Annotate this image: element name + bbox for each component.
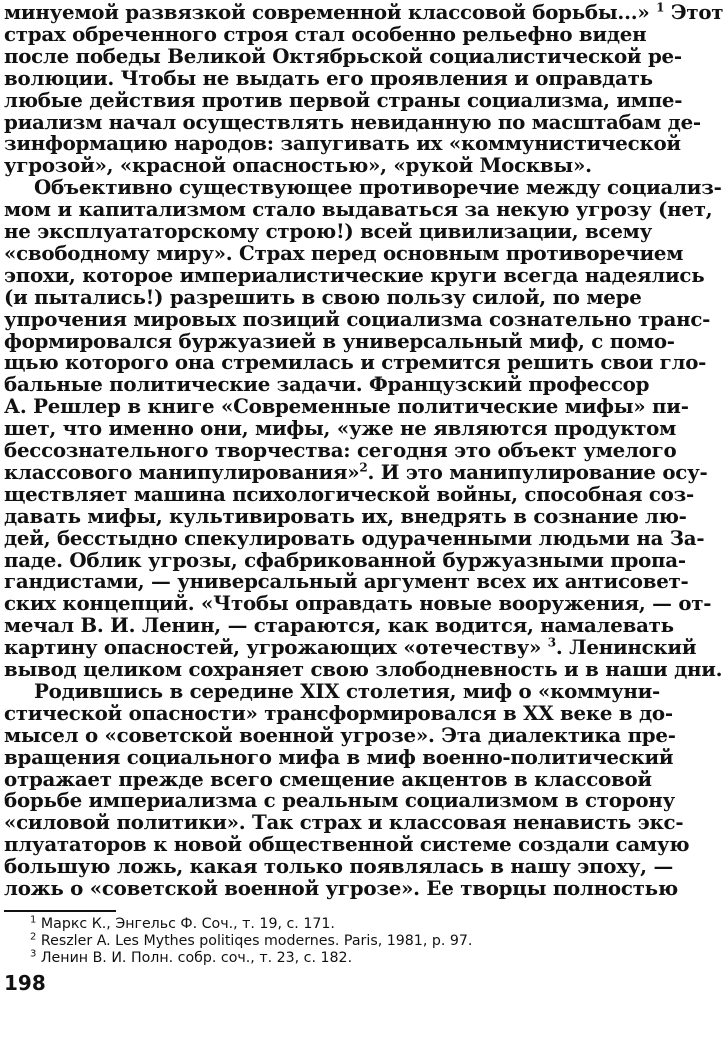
footnote-ref: 1 [656, 0, 665, 15]
text-line: стической опасности» трансформировался в XX веке в до- [4, 700, 673, 725]
text-line: ских концепций. «Чтобы оправдать новые вооружения, — от- [4, 591, 712, 616]
text-line: гандистами, — универсальный аргумент всех их антисовет- [4, 569, 689, 594]
text-line: большую ложь, какая только появлялась в нашу эпоху, — [4, 854, 673, 879]
text-line: бальные политические задачи. Французский профессор [4, 372, 650, 397]
text-line: дей, бесстыдно спекулировать одураченными людьми на За- [4, 525, 705, 550]
text-line: угрозой», «красной опасностью», «рукой Москвы». [4, 153, 592, 178]
text-line: упрочения мировых позиций социализма сознательно транс- [4, 306, 711, 331]
text-line: А. Решлер в книге «Современные политические мифы» пи- [4, 394, 689, 419]
text-line: вращения социального мифа в миф военно-политический [4, 744, 674, 769]
page-number: 198 [4, 970, 46, 995]
text-line: минуемой развязкой современной классовой борьбы...» $^1$ Этот [4, 0, 723, 24]
text-line: мечал В. И. Ленин, — стараются, как водится, намалевать [4, 613, 674, 638]
text-line: ществляет машина психологической войны, способная соз- [4, 481, 694, 506]
text-line: мысел о «советской военной угрозе». Эта диалектика пре- [4, 722, 676, 747]
text-line: любые действия против первой страны социализма, импе- [4, 87, 683, 112]
text-line: мом и капитализмом стало выдаваться за некую угрозу (нет, [4, 197, 713, 222]
text-line: борьбе империализма с реальным социализмом в сторону [4, 788, 675, 813]
text-line: эпохи, которое империалистические круги всегда надеялись [4, 262, 705, 287]
footnote: $^1$ Маркс К., Энгельс Ф. Соч., т. 19, с. 171. [30, 914, 335, 932]
text-line: щью которого она стремилась и стремится решить свои гло- [4, 350, 707, 375]
text-line: после победы Великой Октябрьской социалистической ре- [4, 43, 682, 68]
text-line: «свободному миру». Страх перед основным противоречием [4, 240, 684, 265]
text-line: «силовой политики». Так страх и классовая ненависть экс- [4, 810, 684, 835]
footnote-divider [4, 910, 116, 912]
text-line: ложь о «советской военной угрозе». Ее творцы полностью [4, 876, 678, 900]
text-line: волюции. Чтобы не выдать его проявления и оправдать [4, 65, 653, 90]
text-line: классового манипулирования»$^2$. И это манипулирование осу- [4, 459, 708, 484]
footnote-ref: 3 [547, 635, 556, 650]
text-line: зинформацию народов: запугивать их «коммунистической [4, 131, 681, 156]
footnote-ref: 2 [359, 460, 368, 475]
footnote: $^2$ Reszler A. Les Mythes politiqes modernes. Paris, 1981, p. 97. [30, 931, 473, 949]
text-line: паде. Облик угрозы, сфабрикованной буржуазными пропа- [4, 547, 686, 572]
text-line: бессознательного творчества: сегодня это объект умелого [4, 438, 677, 462]
text-line: Объективно существующее противоречие между социализ- [34, 175, 722, 200]
text-line: картину опасностей, угрожающих «отечеству» $^3$. Ленинский [4, 635, 697, 660]
text-line: вывод целиком сохраняет свою злободневность и в наши дни. [4, 657, 723, 681]
footnote: $^3$ Ленин В. И. Полн. собр. соч., т. 23, с. 182. [30, 948, 353, 966]
text-line: не эксплуататорскому строю!) всей цивилизации, всему [4, 219, 653, 243]
text-line: шет, что именно они, мифы, «уже не являются продуктом [4, 416, 677, 441]
text-line: (и пытались!) разрешить в свою пользу силой, по мере [4, 284, 642, 309]
text-line: отражает прежде всего смещение акцентов в классовой [4, 766, 652, 791]
text-line: формировался буржуазией в универсальный миф, с помо- [4, 328, 675, 353]
text-line: риализм начал осуществлять невиданную по масштабам де- [4, 109, 701, 134]
text-line: Родившись в середине XIX столетия, миф о «коммуни- [34, 678, 661, 703]
text-line: давать мифы, культивировать их, внедрять в сознание лю- [4, 503, 687, 528]
text-line: страх обреченного строя стал особенно рельефно виден [4, 21, 647, 46]
text-line: плуататоров к новой общественной системе создали самую [4, 832, 690, 857]
